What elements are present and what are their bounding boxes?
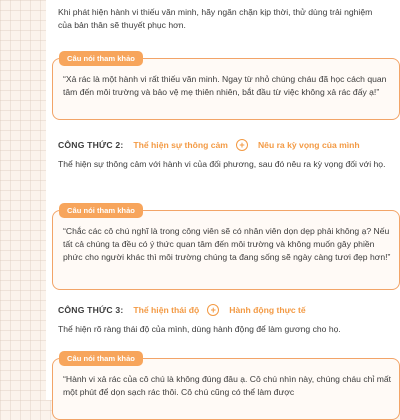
plus-icon: + [207,304,219,316]
formula-2-description: Thể hiện sự thông cảm với hành vi của đối phương, sau đó nêu ra kỳ vọng đối với họ. [58,159,386,169]
reference-quote-2: “Chắc các cô chú nghĩ là trong công viên sẽ có nhân viên dọn dẹp phải không ạ? Nếu tất cả chúng ta đều có ý thức quan tâm đến môi trường và không muốn gây phiền phức cho người khác thì môi trường chúng ta đang sống sẽ ngày càng tươi đẹp hơn!” [63,226,391,262]
reference-box-2 [52,206,400,290]
reference-box-3 [52,354,400,420]
reference-quote-3: “Hành vi xả rác của cô chú là không đúng đâu ạ. Cô chú nhìn này, chúng cháu chỉ mất một phút để dọn sạch rác thôi. Cô chú cũng có thể làm được [63,374,392,397]
reference-quote-1: “Xả rác là một hành vi rất thiếu văn minh. Ngay từ nhỏ chúng cháu đã học cách quan tâm đến môi trường và bảo vệ mẹ thiên nhiên, bắt đầu từ việc không xả rác đấy ạ!” [63,74,387,97]
reference-label: Câu nói tham khảo [59,51,143,66]
reference-label: Câu nói tham khảo [59,351,143,366]
formula-3-label: CÔNG THỨC 3: [58,305,124,315]
formula-2-label: CÔNG THỨC 2: [58,140,124,150]
intro-paragraph: Khi phát hiện hành vi thiếu văn minh, hãy ngăn chặn kịp thời, thử dùng trải nghiệm của bản thân sẽ thuyết phục hơn. [58,7,373,30]
formula-2-heading [58,138,360,152]
plus-icon: + [236,139,248,151]
reference-label: Câu nói tham khảo [59,203,143,218]
formula-2-part-2: Nêu ra kỳ vọng của mình [257,140,360,150]
formula-3-heading [58,303,306,317]
reference-box-1 [52,54,400,120]
formula-3-description: Thể hiện rõ ràng thái độ của mình, dùng hành động để làm gương cho họ. [58,324,341,334]
formula-2-part-1: Thể hiện sự thông cảm [133,140,228,150]
formula-3-part-1: Thể hiện thái độ [133,305,200,315]
formula-3-part-2: Hành động thực tế [229,305,306,315]
